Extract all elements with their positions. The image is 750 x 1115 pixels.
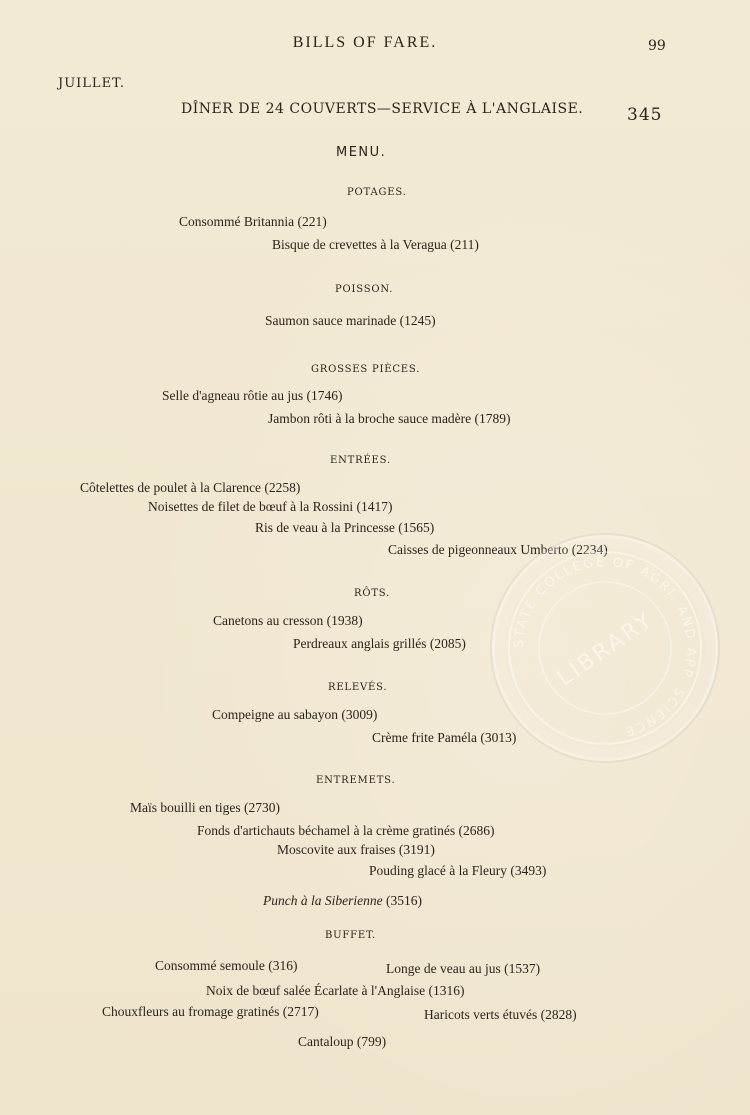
section-label-releves: RELEVÉS. (328, 682, 388, 693)
section-label-entrees: ENTRÉES. (330, 455, 391, 466)
menu-item: Moscovite aux fraises (3191) (277, 842, 435, 857)
menu-item: Saumon sauce marinade (1245) (265, 313, 436, 328)
menu-number: 345 (627, 105, 663, 125)
svg-text:LIBRARY: LIBRARY (552, 606, 659, 692)
menu-item: Consommé Britannia (221) (179, 214, 327, 229)
section-label-buffet: BUFFET. (325, 930, 376, 941)
punch-name: Punch à la Siberienne (263, 893, 383, 908)
punch-number: (3516) (385, 893, 422, 908)
menu-item: Noisettes de filet de bœuf à la Rossini (1417) (148, 499, 393, 514)
menu-item: Chouxfleurs au fromage gratinés (2717) (102, 1004, 319, 1019)
menu-item: Jambon rôti à la broche sauce madère (1789) (268, 411, 511, 426)
library-stamp-graphic (495, 538, 715, 758)
menu-item: Côtelettes de poulet à la Clarence (2258) (80, 480, 301, 495)
svg-text:STATE COLLEGE OF AGRI. AND APP: STATE COLLEGE OF AGRI. AND APP. SCIENCE (511, 554, 699, 739)
menu-item: Longe de veau au jus (1537) (386, 961, 541, 976)
menu-item: Noix de bœuf salée Écarlate à l'Anglaise (1316) (206, 983, 465, 998)
menu-item: Fonds d'artichauts béchamel à la crème gratinés (2686) (197, 823, 495, 838)
menu-item: Perdreaux anglais grillés (2085) (293, 636, 466, 651)
menu-item: Caisses de pigeonneaux Umberto (2234) (388, 542, 608, 557)
dinner-title: DÎNER DE 24 COUVERTS—SERVICE À L'ANGLAISE. (181, 101, 584, 117)
running-title: BILLS OF FARE. (292, 34, 438, 51)
section-label-rots: RÔTS. (354, 588, 391, 599)
menu-item: Haricots verts étuvés (2828) (424, 1007, 577, 1022)
menu-item: Bisque de crevettes à la Veragua (211) (272, 237, 479, 252)
page-number: 99 (648, 38, 666, 54)
menu-month: JUILLET. (58, 76, 125, 91)
section-label-grosses-pieces: GROSSES PIÈCES. (311, 364, 421, 375)
section-label-potages: POTAGES. (347, 187, 407, 198)
section-label-poisson: POISSON. (335, 284, 394, 295)
menu-item: Maïs bouilli en tiges (2730) (130, 800, 280, 815)
menu-item: Pouding glacé à la Fleury (3493) (369, 863, 547, 878)
menu-heading: MENU. (336, 145, 387, 160)
menu-item: Compeigne au sabayon (3009) (212, 707, 378, 722)
menu-item: Cantaloup (799) (298, 1034, 387, 1049)
menu-item: Ris de veau à la Princesse (1565) (255, 520, 435, 535)
menu-item-punch (263, 893, 422, 909)
menu-item: Consommé semoule (316) (155, 958, 298, 973)
section-label-entremets: ENTREMETS. (316, 775, 396, 786)
menu-item: Crème frite Paméla (3013) (372, 730, 517, 745)
library-stamp (492, 535, 718, 761)
menu-item: Canetons au cresson (1938) (213, 613, 363, 628)
menu-item: Selle d'agneau rôtie au jus (1746) (162, 388, 343, 403)
